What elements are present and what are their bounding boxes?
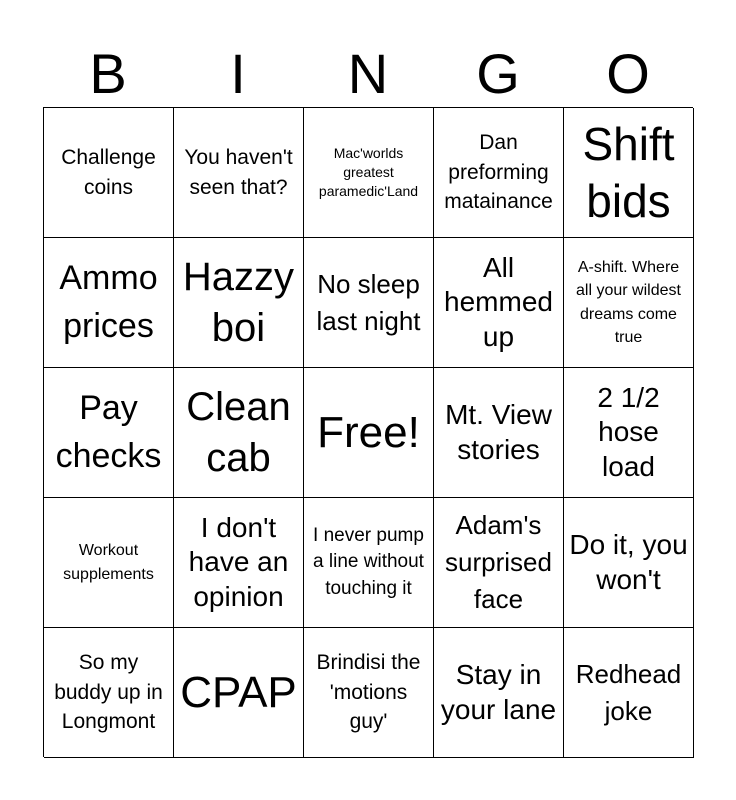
bingo-grid xyxy=(43,107,693,757)
bingo-cell-text: Brindisi the 'motions guy' xyxy=(316,651,421,734)
bingo-cell-text: Shift bids xyxy=(582,118,675,227)
bingo-cell[interactable] xyxy=(434,368,564,498)
bingo-cell-text: You haven't seen that? xyxy=(184,146,293,199)
bingo-cell[interactable] xyxy=(44,498,174,628)
bingo-cell[interactable] xyxy=(434,238,564,368)
bingo-cell[interactable] xyxy=(174,238,304,368)
bingo-cell-text: Challenge coins xyxy=(61,146,156,199)
header-letter-i: I xyxy=(230,42,246,105)
bingo-cell-text: So my buddy up in Longmont xyxy=(54,651,163,734)
bingo-header xyxy=(43,40,693,108)
header-letter-b: B xyxy=(89,42,127,105)
bingo-cell-text: Clean cab xyxy=(186,385,291,480)
bingo-cell-text: Workout supplements xyxy=(63,542,154,583)
header-letter-o: O xyxy=(606,42,650,105)
bingo-cell[interactable] xyxy=(174,368,304,498)
bingo-cell[interactable] xyxy=(44,238,174,368)
bingo-cell[interactable] xyxy=(564,238,694,368)
bingo-cell-text: Pay checks xyxy=(55,388,162,475)
bingo-cell[interactable] xyxy=(564,108,694,238)
bingo-cell[interactable] xyxy=(304,238,434,368)
bingo-cell-text: Ammo prices xyxy=(59,258,158,345)
bingo-cell[interactable] xyxy=(564,498,694,628)
bingo-cell[interactable] xyxy=(44,628,174,758)
header-letter-n: N xyxy=(347,42,389,105)
header-letter-g: G xyxy=(476,42,520,105)
bingo-cell[interactable] xyxy=(304,628,434,758)
bingo-cell[interactable] xyxy=(434,108,564,238)
bingo-cell-text: Hazzy boi xyxy=(182,255,295,350)
bingo-cell[interactable] xyxy=(304,498,434,628)
bingo-cell-text: Stay in your lane xyxy=(440,659,557,725)
bingo-cell[interactable] xyxy=(44,108,174,238)
bingo-cell[interactable] xyxy=(304,108,434,238)
bingo-cell[interactable] xyxy=(434,628,564,758)
bingo-cell-text: I don't have an opinion xyxy=(188,512,289,612)
bingo-cell-text: 2 1/2 hose load xyxy=(597,382,660,482)
bingo-cell[interactable] xyxy=(174,628,304,758)
bingo-cell-text: Mt. View stories xyxy=(445,399,552,465)
bingo-cell[interactable] xyxy=(44,368,174,498)
bingo-cell-text: All hemmed up xyxy=(444,252,553,352)
bingo-cell[interactable] xyxy=(174,108,304,238)
free-space-text: Free! xyxy=(317,407,420,457)
bingo-cell-text: Redhead joke xyxy=(575,658,682,726)
bingo-cell[interactable] xyxy=(564,368,694,498)
bingo-cell-text: A-shift. Where all your wildest dreams come true xyxy=(576,259,681,346)
bingo-cell-text: No sleep last night xyxy=(316,268,421,336)
bingo-cell-text: I never pump a line without touching it xyxy=(313,525,424,599)
free-space-cell[interactable] xyxy=(304,368,434,498)
bingo-cell-text: Dan preforming matainance xyxy=(444,131,553,214)
bingo-cell-text: Do it, you won't xyxy=(569,529,688,595)
bingo-cell[interactable] xyxy=(564,628,694,758)
bingo-cell-text: Adam's surprised face xyxy=(445,510,552,614)
bingo-cell-text: CPAP xyxy=(180,667,297,717)
bingo-cell[interactable] xyxy=(434,498,564,628)
bingo-cell-text: Mac'worlds greatest paramedic'Land xyxy=(318,145,419,199)
bingo-cell[interactable] xyxy=(174,498,304,628)
